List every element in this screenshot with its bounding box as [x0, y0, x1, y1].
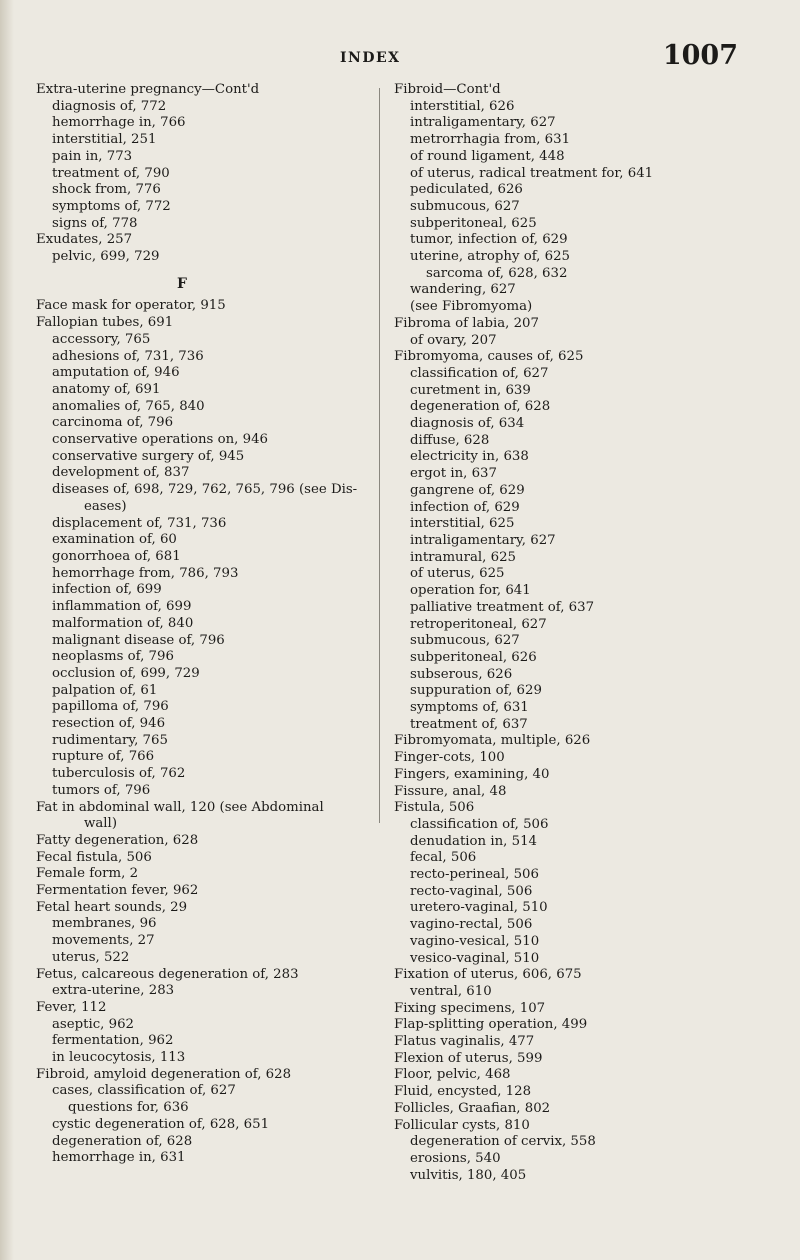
index-subentry: tumor, infection of, 629 [410, 232, 568, 248]
index-subentry: resection of, 946 [52, 716, 166, 732]
index-entry: Fibromyomata, multiple, 626 [394, 733, 591, 749]
index-subentry: rudimentary, 765 [52, 732, 168, 748]
index-subentry: malignant disease of, 796 [52, 632, 225, 648]
index-subentry: conservative surgery of, 945 [52, 448, 245, 464]
index-subentry: movements, 27 [52, 933, 155, 949]
index-entry: Finger-cots, 100 [394, 750, 505, 766]
index-entry: Fibroid—Cont'd [394, 82, 501, 97]
index-subentry: infection of, 699 [52, 582, 162, 598]
index-subentry: ventral, 610 [410, 983, 492, 999]
index-subentry: degeneration of, 628 [410, 399, 551, 415]
index-subentry: ergot in, 637 [410, 466, 497, 482]
index-subentry: eases) [84, 498, 127, 514]
page-binding-shadow [0, 0, 14, 1260]
index-subentry: tuberculosis of, 762 [52, 766, 186, 782]
section-title: INDEX [340, 50, 401, 66]
index-subentry: pelvic, 699, 729 [52, 249, 160, 265]
index-entry: Floor, pelvic, 468 [394, 1067, 511, 1083]
index-subentry: in leucocytosis, 113 [52, 1050, 186, 1066]
index-subentry: of round ligament, 448 [410, 148, 565, 164]
index-subentry: treatment of, 637 [410, 716, 528, 732]
index-subentry: questions for, 636 [68, 1100, 189, 1116]
index-subentry: hemorrhage in, 766 [52, 115, 186, 131]
index-subentry: submucous, 627 [410, 198, 520, 214]
index-subentry: fermentation, 962 [52, 1033, 174, 1049]
index-subentry: recto-vaginal, 506 [410, 883, 533, 899]
index-subentry: wall) [84, 816, 118, 832]
index-subentry: conservative operations on, 946 [52, 432, 268, 448]
index-subentry: vesico-vaginal, 510 [410, 950, 540, 966]
index-entry: Fistula, 506 [394, 800, 475, 816]
index-entry: Fermentation fever, 962 [36, 883, 199, 899]
index-subentry: infection of, 629 [410, 499, 520, 515]
index-subentry: classification of, 627 [410, 365, 549, 381]
index-entry: Fixation of uterus, 606, 675 [394, 967, 582, 983]
index-subentry: subperitoneal, 625 [410, 215, 537, 231]
index-subentry: classification of, 506 [410, 816, 549, 832]
index-subentry: of ovary, 207 [410, 332, 497, 348]
index-subentry: extra-uterine, 283 [52, 983, 175, 999]
index-subentry: amputation of, 946 [52, 365, 180, 381]
index-entry: Follicular cysts, 810 [394, 1117, 530, 1133]
index-subentry: subperitoneal, 626 [410, 649, 537, 665]
index-subentry: recto-perineal, 506 [410, 867, 539, 883]
index-entry: Fetal heart sounds, 29 [36, 899, 188, 915]
index-column-left [36, 82, 368, 1167]
index-subentry: curetment in, 639 [410, 382, 531, 398]
index-subentry: palpation of, 61 [52, 682, 158, 698]
index-entry: Exudates, 257 [36, 232, 133, 248]
index-entry: Fibromyoma, causes of, 625 [394, 349, 584, 365]
index-subentry: suppuration of, 629 [410, 683, 542, 699]
index-entry: Fatty degeneration, 628 [36, 832, 199, 848]
index-subentry: vagino-vesical, 510 [410, 933, 540, 949]
index-subentry: metrorrhagia from, 631 [410, 132, 571, 148]
index-subentry: submucous, 627 [410, 633, 520, 649]
index-subentry: electricity in, 638 [410, 449, 529, 465]
index-subentry: hemorrhage in, 631 [52, 1150, 186, 1166]
index-entry: Fingers, examining, 40 [394, 766, 550, 782]
index-subentry: vulvitis, 180, 405 [410, 1167, 527, 1183]
index-subentry: intraligamentary, 627 [410, 115, 556, 131]
index-entry: Fecal fistula, 506 [36, 849, 152, 865]
index-subentry: symptoms of, 631 [410, 700, 529, 716]
index-subentry: development of, 837 [52, 465, 190, 481]
index-subentry: interstitial, 251 [52, 132, 157, 148]
index-subentry: intraligamentary, 627 [410, 532, 556, 548]
index-subentry: (see Fibromyoma) [410, 299, 533, 315]
index-entry: Fissure, anal, 48 [394, 783, 507, 799]
index-subentry: uretero-vaginal, 510 [410, 900, 548, 916]
index-subentry: wandering, 627 [410, 282, 516, 298]
index-subentry: examination of, 60 [52, 532, 177, 548]
index-subentry: of uterus, 625 [410, 566, 505, 582]
index-subentry: sarcoma of, 628, 632 [426, 265, 568, 281]
index-entry: Fever, 112 [36, 999, 107, 1015]
index-subentry: pain in, 773 [52, 148, 133, 164]
index-entry: Flexion of uterus, 599 [394, 1050, 543, 1066]
index-entry: Fat in abdominal wall, 120 (see Abdominal [36, 799, 324, 815]
index-entry: Extra-uterine pregnancy—Cont'd [36, 82, 260, 97]
index-subentry: signs of, 778 [52, 215, 138, 231]
index-entry: Fibroma of labia, 207 [394, 315, 539, 331]
index-subentry: occlusion of, 699, 729 [52, 665, 200, 681]
index-subentry: aseptic, 962 [52, 1016, 135, 1032]
index-subentry: anomalies of, 765, 840 [52, 398, 205, 414]
index-entry: Face mask for operator, 915 [36, 298, 226, 314]
index-subentry: degeneration of cervix, 558 [410, 1134, 596, 1150]
index-entry: Fibroid, amyloid degeneration of, 628 [36, 1066, 292, 1082]
page-header [0, 40, 800, 76]
index-subentry: interstitial, 626 [410, 98, 515, 114]
index-entry: Female form, 2 [36, 866, 139, 882]
index-subentry: pediculated, 626 [410, 182, 523, 198]
section-letter: F [177, 275, 187, 292]
index-entry: Fetus, calcareous degeneration of, 283 [36, 966, 299, 982]
index-subentry: treatment of, 790 [52, 165, 170, 181]
index-entry: Fluid, encysted, 128 [394, 1084, 532, 1100]
index-subentry: neoplasms of, 796 [52, 649, 174, 665]
index-subentry: degeneration of, 628 [52, 1133, 193, 1149]
index-subentry: membranes, 96 [52, 916, 157, 932]
index-subentry: vagino-rectal, 506 [410, 917, 533, 933]
index-subentry: displacement of, 731, 736 [52, 515, 227, 531]
index-subentry: malformation of, 840 [52, 615, 194, 631]
index-subentry: diagnosis of, 634 [410, 416, 525, 432]
index-subentry: interstitial, 625 [410, 516, 515, 532]
index-subentry: rupture of, 766 [52, 749, 155, 765]
page-number: 1007 [662, 40, 738, 71]
index-subentry: erosions, 540 [410, 1151, 501, 1166]
index-entry: Fallopian tubes, 691 [36, 315, 174, 331]
index-subentry: palliative treatment of, 637 [410, 599, 595, 615]
index-entry: Flap-splitting operation, 499 [394, 1017, 588, 1033]
index-column-right [394, 82, 750, 1184]
index-subentry: adhesions of, 731, 736 [52, 348, 204, 364]
index-entry: Fixing specimens, 107 [394, 1000, 546, 1016]
column-divider [379, 88, 380, 823]
index-subentry: retroperitoneal, 627 [410, 616, 547, 632]
index-subentry: inflammation of, 699 [52, 599, 192, 615]
index-subentry: intramural, 625 [410, 549, 516, 565]
index-subentry: fecal, 506 [410, 850, 477, 866]
index-subentry: cystic degeneration of, 628, 651 [52, 1116, 270, 1132]
index-subentry: operation for, 641 [410, 583, 531, 599]
index-subentry: gonorrhoea of, 681 [52, 548, 181, 564]
index-subentry: anatomy of, 691 [52, 381, 161, 397]
index-subentry: of uterus, radical treatment for, 641 [410, 165, 654, 181]
index-subentry: shock from, 776 [52, 182, 161, 198]
index-subentry: hemorrhage from, 786, 793 [52, 565, 239, 581]
index-subentry: uterine, atrophy of, 625 [410, 249, 571, 265]
index-subentry: denudation in, 514 [410, 833, 537, 849]
index-subentry: accessory, 765 [52, 331, 151, 347]
index-subentry: symptoms of, 772 [52, 198, 171, 214]
index-entry: Follicles, Graafian, 802 [394, 1100, 551, 1116]
index-entry: Flatus vaginalis, 477 [394, 1034, 535, 1050]
index-subentry: diffuse, 628 [410, 432, 490, 448]
index-subentry: diseases of, 698, 729, 762, 765, 796 (see Dis- [52, 482, 358, 498]
index-subentry: uterus, 522 [52, 949, 130, 965]
index-subentry: diagnosis of, 772 [52, 98, 167, 114]
index-subentry: tumors of, 796 [52, 782, 151, 798]
index-subentry: gangrene of, 629 [410, 482, 525, 498]
index-subentry: carcinoma of, 796 [52, 415, 174, 431]
index-subentry: papilloma of, 796 [52, 699, 169, 715]
index-subentry: cases, classification of, 627 [52, 1083, 236, 1099]
index-subentry: subserous, 626 [410, 666, 513, 682]
